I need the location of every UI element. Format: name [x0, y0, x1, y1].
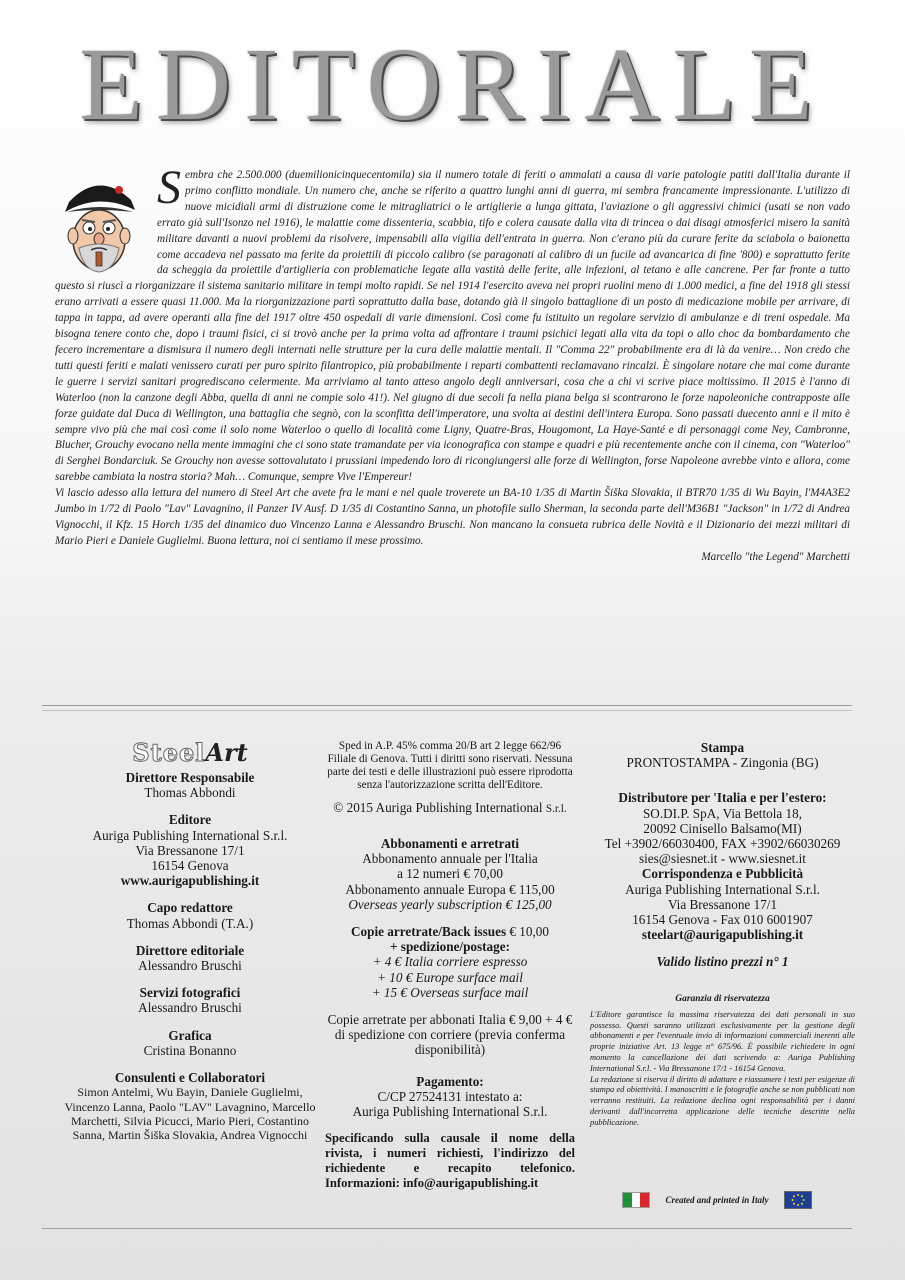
credits-column	[60, 740, 320, 1143]
abbonamento-italia: Abbonamento annuale per l'Italia	[362, 851, 538, 867]
distributore-city: 20092 Cinisello Balsamo(MI)	[643, 820, 802, 836]
spedizione-overseas: + 15 € Overseas surface mail	[371, 984, 529, 1000]
abbonamenti-label: Abbonamenti e arretrati	[380, 836, 520, 851]
specificando-note: Specificando sulla causale il nome della rivista, i numeri richiesti, l'indirizzo del richiedente e recapito telefonico. Informazioni: info@aurigapublishing.it	[325, 1131, 575, 1191]
abbonamento-europa: Abbonamento annuale Europa € 115,00	[345, 881, 555, 897]
page-title: EDITORIALE	[79, 27, 826, 142]
editorial-signature: Marcello "the Legend" Marchetti	[701, 550, 850, 563]
grafica: Cristina Bonanno	[143, 1042, 237, 1058]
stampa-label: Stampa	[700, 740, 745, 755]
abbonamento-overseas: Overseas yearly subscription € 125,00	[348, 896, 552, 912]
made-in-italy-text: Created and printed in Italy	[665, 1195, 769, 1205]
editorial-text	[55, 161, 850, 566]
capo-redattore-label: Capo redattore	[147, 900, 233, 916]
spedizione-label: + spedizione/postage:	[390, 939, 510, 955]
servizi-fotografici-label: Servizi fotografici	[139, 985, 241, 1001]
divider-top	[42, 705, 852, 706]
made-in-italy-row	[622, 1191, 812, 1209]
pagamento-ccp: C/CP 27524131 intestato a:	[377, 1088, 523, 1104]
drop-cap: S	[157, 161, 181, 214]
print-distribution-column	[590, 740, 855, 1129]
garanzia-label: Garanzia di riservatezza	[675, 993, 770, 1004]
arretrate-abbonati: Copie arretrate per abbonati Italia € 9,00 + 4 € di spedizione con corriere (previa conferma disponibilità)	[327, 1012, 573, 1058]
italy-flag-icon	[622, 1192, 650, 1208]
spedizione-italia: + 4 € Italia corriere espresso	[372, 954, 528, 970]
sped-notice: Sped in A.P. 45% comma 20/B art 2 legge 662/96 Filiale di Genova. Tutti i diritti sono riservati. Nessuna parte dei testi e delle illustrazioni può essere riprodotta senza l'autorizzazione scritta dell'Editore.	[327, 740, 573, 791]
direttore-editoriale: Alessandro Bruschi	[138, 958, 242, 974]
editorial-paragraph-2: Vi lascio adesso alla lettura del numero di Steel Art che avete fra le mani e nel quale troverete un BA-10 1/35 di Martin Šiška Slovakia, il BTR70 1/35 di Wu Bayin, l'M4A3E2 Jumbo in 1/72 di Paolo "Lav" Lavagnino, il Panzer IV Ausf. D 1/35 di Costantino Sanna, un photofile sullo Sherman, la seconda parte dell'M36B1 "Jackson" in 1/72 di Andrea Vignocchi, il Kfz. 15 Horch 1/35 del dinamico duo Vincenzo Lanna e Alessandro Bruschi. Non mancano la consueta rubrica delle Novità e il Dizionario dei mezzi militari di Mario Pieri e Daniele Guglielmi. Buona lettura, noi ci sentiamo il mese prossimo.	[55, 487, 850, 547]
capo-redattore: Thomas Abbondi (T.A.)	[126, 915, 254, 931]
editorial-paragraph-1: Sembra che 2.500.000 (duemilionicinquecentomila) sia il numero totale di feriti o ammalati a causa di varie patologie patiti dall'Italia durante il primo conflitto mondiale. Un numero che, anche se riferito a quattro lunghi anni di guerra, mi sembra francamente impressionante. L'utilizzo di nuove micidiali armi di distruzione come le mitragliatrici o le artiglierie a lunga gittata, l'aviazione o gli aggressivi chimici (usati se non vado errato già sull'Isonzo nel 1916), le malattie come dissenteria, scabbia, tifo e colera causate dalla vita di trincea o dai disagi atmosferici misero la sanità militare davanti a nuovi problemi da risolvere, impensabili alla vigilia dell'entrata in guerra. Non c'erano più da curare ferite da sciabola o baionetta come accadeva nel passato ma ferite da proiettili di piccolo calibro (se paragonati al calibro di un fucile ad avancarica di fine '800) e soprattutto ferite da scheggia da proiettile d'artiglieria con problematiche legate alla vastità delle ferite, alle infezioni, al tetano e alle cancrene. Per far fronte a tutto questo si riuscì a riorganizzare il sistema sanitario militare in tempi molto rapidi. Se nel 1914 l'esercito aveva nei propri ruolini meno di 1.000 medici, a fine del 1918 gli stessi erano arrivati a essere quasi 11.000. Ma la riorganizzazione partì soprattutto dalla base, dotando già il singolo battaglione di un posto di medicazione mobile per arrivare, di tappa in tappa, ad avere operanti alla fine del 1917 oltre 450 ospedali di varie dimensioni. Così come fu istituito un regolare servizio di ambulanze e di treni ospedale. Ma bisogna tenere conto che, dopo i traumi fisici, ci si trovò anche per la prima volta ad affrontare i traumi psichici legati alla vita da topi o allo choc da bombardamento che fecero incrementare a dismisura il numero degli internati nelle strutture per la cura delle malattie mentali. Il "Comma 22" probabilmente era di là da venire… Non credo che tutti questi feriti e malati venissero curati per puro spirito filantropico, più probabilmente i reparti combattenti reclamavano rincalzi. È singolare notare che mai come durante le guerre i servizi sanitari progrediscano celermente. Ma arriviamo al tanto atteso angolo degli anniversari, cosa che a chi vi scrive piace moltissimo. Il 2015 è l'anno di Waterloo (non la canzone degli Abba, quella di anni ne compie solo 41!). Nel giugno di due secoli fa nella piana belga si scontrarono le forze napoleoniche contrapposte alle forze guidate dal Duca di Wellington, una battaglia che segnò, con la sconfitta dell'imperatore, una svolta ai destini dell'intera Europa. Sono passati duecento anni e il mito è sempre vivo più che mai così come il solo nome Waterloo o quello di località come Ligny, Quatre-Bras, Hougomont, La Haye-Santé e di personaggi come Ney, Cambronne, Blucher, Grouchy evocano nella mente immagini che ci sono state tramandate per via iconografica con stampe e quadri e più recentemente anche con il cinema, con "Waterloo" di Serghei Bondarciuk. Se Grouchy non avesse sottovalutato i prussiani impedendo loro di ricongiungersi alle forze di Wellington, forse Napoleone avrebbe vinto e allora, come sarebbe cambiata la nostra storia? Mah… Comunque, sempre Vive l'Empereur!	[55, 161, 850, 484]
consulenti-list: Simon Antelmi, Wu Bayin, Daniele Guglielmi, Vincenzo Lanna, Paolo "LAV" Lavagnino, Marcello Marchetti, Silvia Picucci, Mario Pieri, Costantino Sanna, Martin Šiška Slovakia, Andrea Vignocchi	[64, 1085, 316, 1143]
editore-label: Editore	[168, 812, 212, 828]
abbonamento-italia-price: a 12 numeri € 70,00	[397, 866, 503, 882]
garanzia-text-1: L'Editore garantisce la massima riservatezza dei dati personali in suo possesso. Questi saranno utilizzati esclusivamente per la gestione degli abbonamenti e per l'eventuale invio di informazioni commerciali inerenti alle proprie iniziative Art. 13 legge n° 675/96. È possibile richiedere in ogni momento la cancellazione dei dati scrivendo a: Auriga Publishing International S.r.l. - Via Bressanone 17/1 - 16154 Genova.	[590, 1009, 855, 1073]
distributore-email: sies@siesnet.it - www.siesnet.it	[639, 851, 806, 867]
subscription-column	[325, 740, 575, 1191]
steel-art-logo: SteelArt	[132, 738, 248, 767]
corrispondenza-address: Via Bressanone 17/1	[667, 896, 778, 912]
copie-arretrate: Copie arretrate/Back issues € 10,00	[351, 924, 549, 940]
corrispondenza-label: Corrispondenza e Pubblicità	[641, 866, 804, 882]
spedizione-europe: + 10 € Europe surface mail	[377, 969, 523, 985]
distributore-name: SO.DI.P. SpA, Via Bettola 18,	[642, 805, 803, 821]
editore-name: Auriga Publishing International S.r.l.	[92, 827, 288, 843]
servizi-fotografici: Alessandro Bruschi	[138, 1000, 242, 1016]
pagamento-label: Pagamento:	[416, 1073, 484, 1089]
corrispondenza-email-link[interactable]: steelart@aurigapublishing.it	[641, 927, 804, 943]
eu-flag-icon	[784, 1191, 812, 1209]
divider-bottom	[42, 1228, 852, 1229]
editore-website-link[interactable]: www.aurigapublishing.it	[120, 873, 260, 889]
listino-prezzi: Valido listino prezzi n° 1	[656, 954, 789, 970]
corrispondenza-name: Auriga Publishing International S.r.l.	[625, 881, 820, 897]
direttore-editoriale-label: Direttore editoriale	[135, 942, 245, 958]
author-caricature-icon	[49, 162, 149, 277]
garanzia-text-2: La redazione si riserva il diritto di adattare e riassumere i testi per esigenze di stampa ed obiettività. I manoscritti e le fotografie anche se non pubblicati non verranno restituiti. La redazione declina ogni responsabilità per i danni derivanti dall'incorretta applicazione delle tecniche descritte nella pubblicazione.	[590, 1074, 855, 1127]
pagamento-intestatario: Auriga Publishing International S.r.l.	[352, 1104, 548, 1120]
distributore-phone: Tel +3902/66030400, FAX +3902/66030269	[604, 836, 841, 852]
editore-city: 16154 Genova	[151, 858, 229, 874]
consulenti-label: Consulenti e Collaboratori	[114, 1070, 266, 1086]
direttore-responsabile-label: Direttore Responsabile	[125, 770, 255, 785]
stampa: PRONTOSTAMPA - Zingonia (BG)	[626, 755, 819, 771]
grafica-label: Grafica	[168, 1027, 212, 1043]
distributore-label: Distributore per 'Italia e per l'estero:	[618, 790, 827, 806]
direttore-responsabile: Thomas Abbondi	[144, 785, 236, 801]
corrispondenza-city: 16154 Genova - Fax 010 6001907	[632, 912, 813, 928]
copyright: © 2015 Auriga Publishing International S.r.l.	[333, 800, 567, 815]
divider-top-2	[42, 710, 852, 711]
editore-address: Via Bressanone 17/1	[135, 842, 245, 858]
